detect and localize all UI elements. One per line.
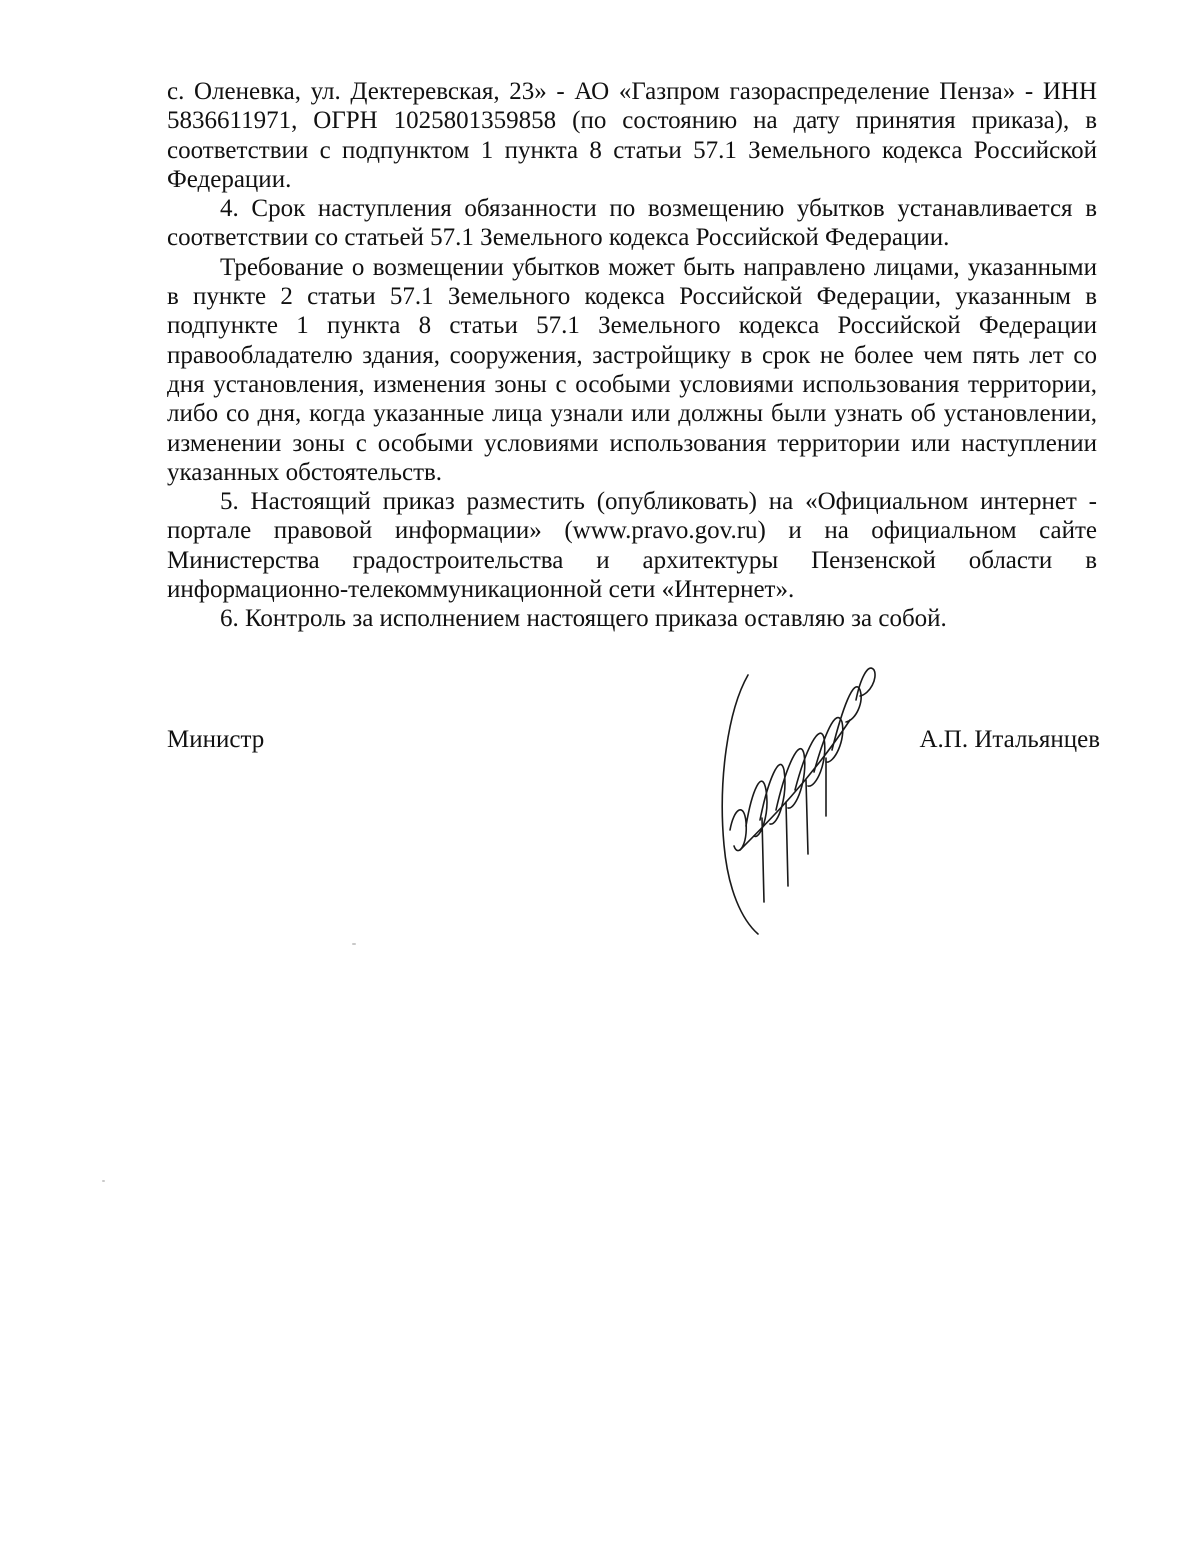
paragraph-continuation: с. Оленевка, ул. Дектеревская, 23» - АО «Газпром газораспределение Пенза» - ИНН 5836611971, ОГРН 1025801359858 (по состоянию на дату принятия приказа), в соответствии с подпунктом 1 пункта 8 статьи 57.1 Земельного кодекса Российской Федерации. [167, 78, 1097, 193]
paragraph-item-5: 5. Настоящий приказ разместить (опубликовать) на «Официальном интернет - портале правовой информации» (www.pravo.gov.ru) и на официальном сайте Министерства градостроительства и архитектуры Пензенской области в информационно-телекоммуникационной сети «Интернет». [167, 488, 1097, 604]
document-body [167, 77, 1097, 634]
scan-speck [102, 1180, 105, 1182]
paragraph-item-6: 6. Контроль за исполнением настоящего приказа оставляю за собой. [220, 605, 947, 633]
scan-speck [352, 943, 356, 945]
signatory-name: А.П. Итальянцев [919, 726, 1100, 753]
signatory-role: Министр [167, 726, 265, 753]
handwritten-signature [700, 640, 880, 940]
paragraph-item-4: 4. Срок наступления обязанности по возмещению убытков устанавливается в соответствии со статьей 57.1 Земельного кодекса Российской Федерации. [167, 195, 1097, 252]
paragraph-requirement: Требование о возмещении убытков может быть направлено лицами, указанными в пункте 2 статьи 57.1 Земельного кодекса Российской Федерации, указанным в подпункте 1 пункта 8 статьи 57.1 Земельного кодекса Российской Федерации правообладателю здания, сооружения, застройщику в срок не более чем пять лет со дня установления, изменения зоны с особыми условиями использования территории, либо со дня, когда указанные лица узнали или должны были узнать об установлении, изменении зоны с особыми условиями использования территории или наступлении указанных обстоятельств. [167, 253, 1097, 486]
